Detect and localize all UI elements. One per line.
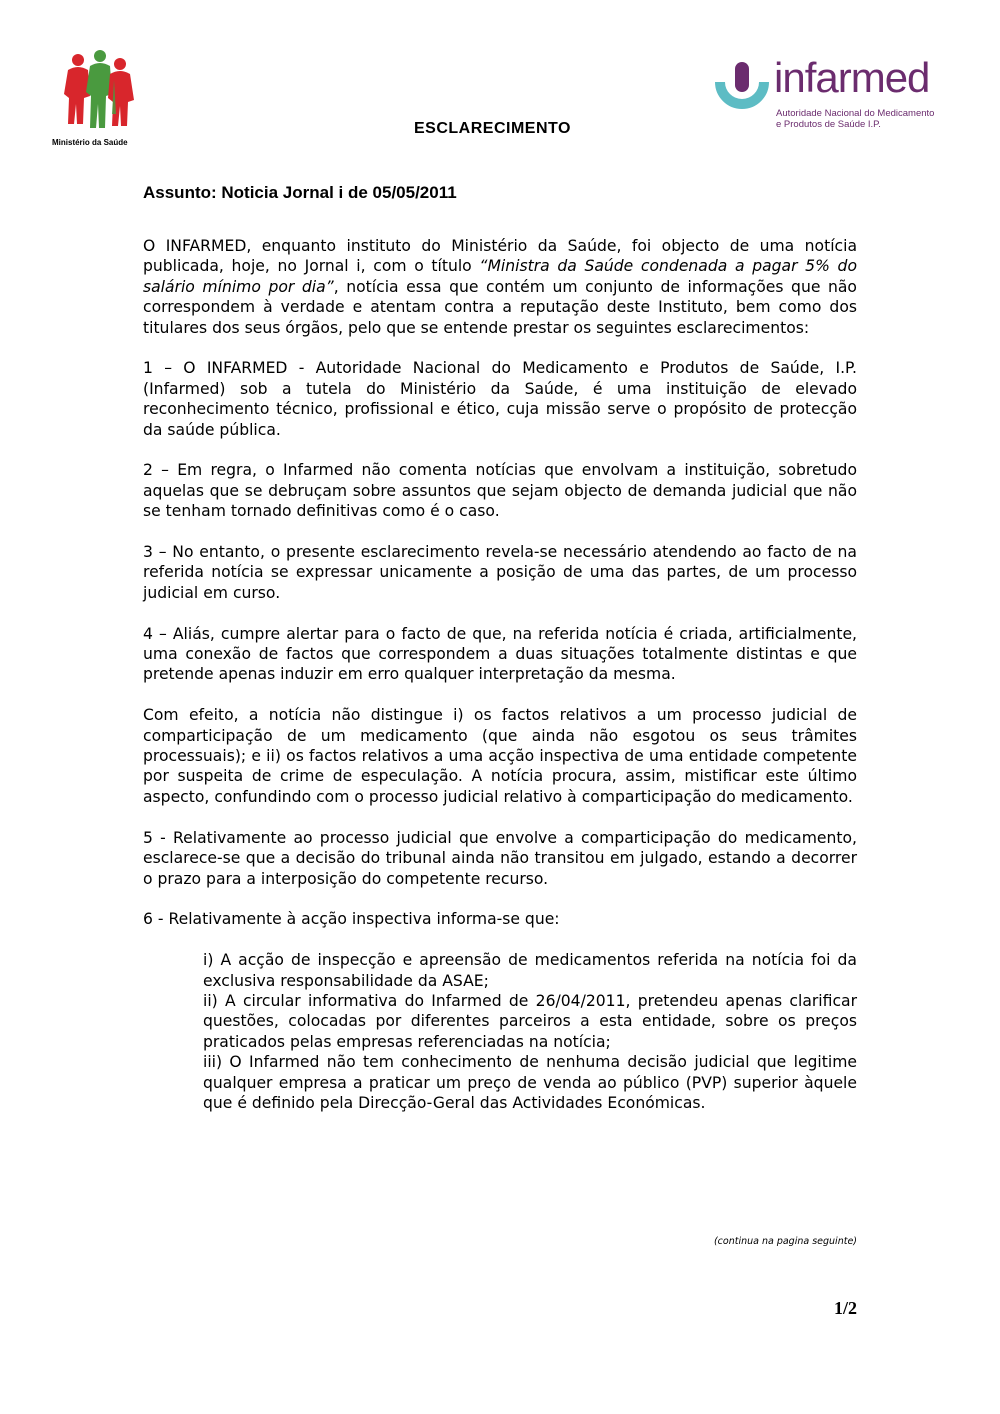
logo-left-caption: Ministério da Saúde xyxy=(52,138,128,147)
ministerio-saude-logo xyxy=(50,44,150,154)
paragraph-4: 4 – Aliás, cumpre alertar para o facto de que, na referida notícia é criada, artificialmente, uma conexão de factos que correspondem a duas situações totalmente distintas e que pretende apenas induzir em erro qualquer interpretação da mesma. xyxy=(143,624,857,684)
document-title: ESCLARECIMENTO xyxy=(414,120,571,137)
document-body xyxy=(143,236,857,1113)
list-item-ii: ii) A circular informativa do Infarmed de 26/04/2011, pretendeu apenas clarificar questões, colocadas por diferentes parceiros a esta entidade, sobre os preços praticados pelas empresas referenciadas na notícia; xyxy=(203,991,857,1051)
infarmed-mark-icon xyxy=(712,60,772,120)
paragraph-2: 2 – Em regra, o Infarmed não comenta notícias que envolvam a instituição, sobretudo aquelas que se debruçam sobre assuntos que sejam objecto de demanda judicial que não se tenham tornado definitivas como é o caso. xyxy=(143,461,857,521)
infarmed-subtitle-line1: Autoridade Nacional do Medicamento xyxy=(776,108,935,119)
paragraph-3: 3 – No entanto, o presente esclarecimento revela-se necessário atendendo ao facto de na referida notícia se expressar unicamente a posição de uma das partes, de um processo judicial em curso. xyxy=(143,543,857,602)
subject-line: Assunto: Noticia Jornal i de 05/05/2011 xyxy=(143,183,457,202)
infarmed-subtitle xyxy=(776,108,934,130)
paragraph-6: 6 - Relativamente à acção inspectiva informa-se que: xyxy=(143,910,560,929)
continued-note: (continua na pagina seguinte) xyxy=(713,1236,857,1247)
intro-text-b: , notícia essa que contém um conjunto de informações que não correspondem à verdade e atentam contra a reputação deste Instituto, bem como dos titulares dos seus órgãos, pelo que se entende prestar os seguintes esclarecimentos: xyxy=(143,277,857,337)
infarmed-subtitle-line2: e Produtos de Saúde I.P. xyxy=(776,119,881,130)
infarmed-wordmark: infarmed xyxy=(774,54,930,101)
intro-paragraph xyxy=(143,236,857,338)
paragraph-5: 5 - Relativamente ao processo judicial que envolve a comparticipação do medicamento, esclarece-se que a decisão do tribunal ainda não transitou em julgado, estando a decorrer o prazo para a interposição do competente recurso. xyxy=(143,828,857,888)
page-number: 1/2 xyxy=(833,1298,857,1318)
paragraph-com-efeito: Com efeito, a notícia não distingue i) os factos relativos a um processo judicial de comparticipação de um medicamento (que ainda não esgotou os seus trâmites processuais); e ii) os factos relativos a uma acção inspectiva de uma entidade competente por suspeita de crime de especulação. A notícia procura, assim, mistificar este último aspecto, confundindo com o processo judicial relativo à comparticipação do medicamento. xyxy=(143,706,857,806)
paragraph-1: 1 – O INFARMED - Autoridade Nacional do Medicamento e Produtos de Saúde, I.P. (Infarmed) sob a tutela do Ministério da Saúde, é uma instituição de elevado reconhecimento técnico, profissional e ético, cuja missão serve o propósito de protecção da saúde pública. xyxy=(143,359,857,439)
intro-text-a: O INFARMED, enquanto instituto do Ministério da Saúde, foi objecto de uma notícia publicada, hoje, no Jornal i, com o título xyxy=(143,237,857,276)
intro-quote: “Ministra da Saúde condenada a pagar 5% do salário mínimo por dia” xyxy=(143,257,857,296)
human-figures-icon xyxy=(50,44,150,136)
list-item-iii: iii) O Infarmed não tem conhecimento de nenhuma decisão judicial que legitime qualquer empresa a praticar um preço de venda ao público (PVP) superior àquele que é definido pela Direcção-Geral das Actividades Económicas. xyxy=(203,1053,857,1112)
infarmed-logo xyxy=(712,54,942,140)
list-item-i: i) A acção de inspecção e apreensão de medicamentos referida na notícia foi da exclusiva responsabilidade da ASAE; xyxy=(203,951,857,990)
